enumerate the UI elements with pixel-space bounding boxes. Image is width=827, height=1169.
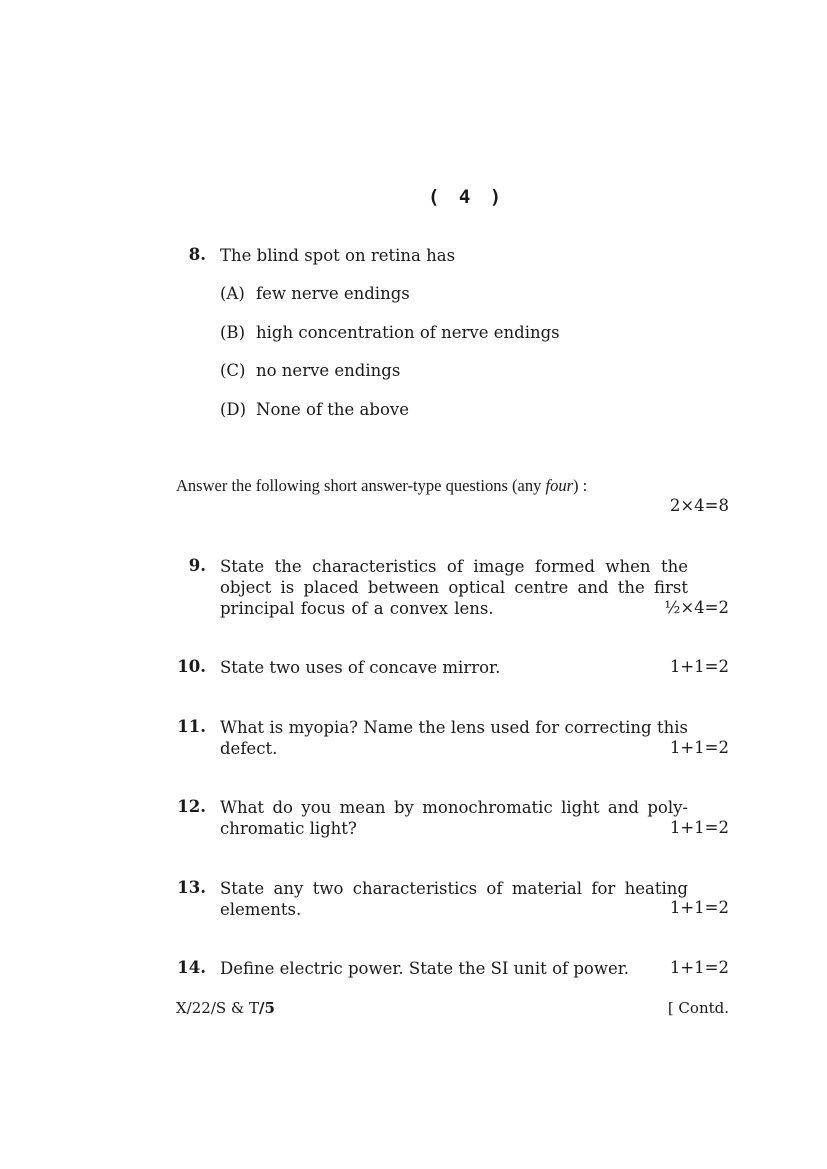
section-marks: 2×4=8 bbox=[669, 496, 729, 515]
option-text: high concentration of nerve endings bbox=[256, 323, 560, 342]
option-text: no nerve endings bbox=[256, 361, 401, 380]
instruction-text: Answer the following short answer-type questions (any bbox=[176, 476, 546, 495]
question-number: 14. bbox=[177, 958, 206, 977]
question-text: Define electric power. State the SI unit of power. bbox=[220, 959, 630, 978]
question-marks: 1+1=2 bbox=[669, 818, 729, 837]
option-text: None of the above bbox=[256, 400, 409, 419]
question-marks: 1+1=2 bbox=[669, 958, 729, 977]
question-number: 11. bbox=[177, 717, 206, 736]
question-number: 8. bbox=[188, 245, 206, 264]
paper-code-prefix: X/22/S & T bbox=[176, 999, 260, 1017]
option-b bbox=[220, 323, 560, 342]
question-text: State the characteristics of image formed when the object is placed between optical centre and the first principal focus of a convex lens. bbox=[220, 557, 688, 618]
question-text: State any two characteristics of material for heating elements. bbox=[220, 879, 688, 919]
question-number: 12. bbox=[177, 797, 206, 816]
question-number: 10. bbox=[177, 657, 206, 676]
page-number: ( 4 ) bbox=[428, 186, 506, 208]
option-label: (C) bbox=[220, 361, 246, 380]
option-text: few nerve endings bbox=[256, 284, 410, 303]
question-marks: 1+1=2 bbox=[669, 738, 729, 757]
continued-marker: [ Contd. bbox=[667, 999, 729, 1017]
question-number: 9. bbox=[188, 556, 206, 575]
question-text: State two uses of concave mirror. bbox=[220, 658, 501, 677]
question-text: What do you mean by monochromatic light and poly-chromatic light? bbox=[220, 798, 688, 838]
paper-code bbox=[176, 999, 275, 1017]
section-instruction bbox=[176, 476, 736, 496]
paper-code-suffix: /5 bbox=[259, 999, 275, 1017]
option-c bbox=[220, 361, 400, 380]
instruction-end: ) : bbox=[573, 476, 588, 495]
option-label: (B) bbox=[220, 323, 245, 342]
question-marks: ½×4=2 bbox=[664, 598, 729, 617]
question-text: What is myopia? Name the lens used for correcting this defect. bbox=[220, 718, 688, 758]
question-number: 13. bbox=[177, 878, 206, 897]
instruction-emphasis: four bbox=[545, 476, 573, 495]
question-marks: 1+1=2 bbox=[669, 657, 729, 676]
option-d bbox=[220, 400, 409, 419]
option-a bbox=[220, 284, 410, 303]
option-label: (A) bbox=[220, 284, 245, 303]
option-label: (D) bbox=[220, 400, 247, 419]
question-marks: 1+1=2 bbox=[669, 898, 729, 917]
question-text: The blind spot on retina has bbox=[220, 246, 456, 265]
